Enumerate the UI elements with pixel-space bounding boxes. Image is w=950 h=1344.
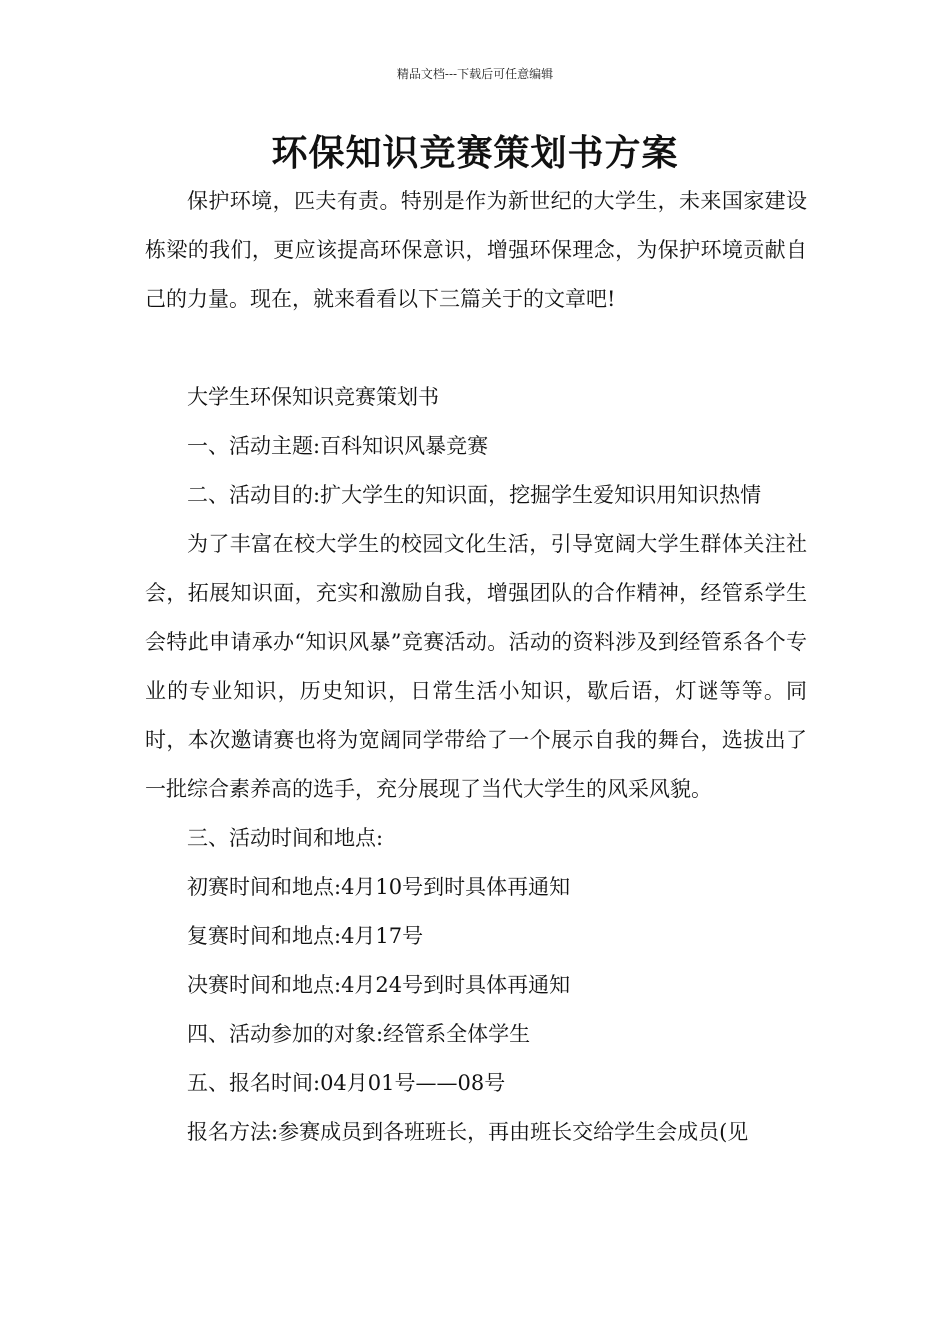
final-round: 决赛时间和地点:4月24号到时具体再通知 xyxy=(187,973,571,997)
preliminary-round: 初赛时间和地点:4月10号到时具体再通知 xyxy=(187,875,571,899)
activity-time-place: 三、活动时间和地点: xyxy=(187,826,384,850)
purpose-paragraph: 为了丰富在校大学生的校园文化生活，引导宽阔大学生群体关注社会，拓展知识面，充实和激励自我，增强团队的合作精神，经管系学生会特此申请承办“知识风暴”竞赛活动。活动的资料涉及到经管系各个专业的专业知识，历史知识，日常生活小知识，歇后语，灯谜等等。同时，本次邀请赛也将为宽阔同学带给了一个展示自我的舞台，选拔出了一批综合素养高的选手，充分展现了当代大学生的风采风貌。 xyxy=(145,532,807,801)
section-heading: 大学生环保知识竞赛策划书 xyxy=(187,385,439,409)
activity-theme: 一、活动主题:百科知识风暴竞赛 xyxy=(187,434,489,458)
registration-time: 五、报名时间:04月01号——08号 xyxy=(187,1071,506,1095)
registration-method: 报名方法:参赛成员到各班班长，再由班长交给学生会成员(见 xyxy=(187,1120,749,1144)
semi-final-round: 复赛时间和地点:4月17号 xyxy=(187,924,424,948)
main-content xyxy=(145,373,807,1157)
intro-section xyxy=(145,177,807,324)
participants: 四、活动参加的对象:经管系全体学生 xyxy=(187,1022,531,1046)
activity-purpose: 二、活动目的:扩大学生的知识面，挖掘学生爱知识用知识热情 xyxy=(187,483,762,507)
header-note: 精品文档---下载后可任意编辑 xyxy=(396,67,554,81)
intro-paragraph: 保护环境，匹夫有责。特别是作为新世纪的大学生，未来国家建设栋梁的我们，更应该提高环保意识，增强环保理念，为保护环境贡献自己的力量。现在，就来看看以下三篇关于的文章吧! xyxy=(145,189,807,311)
document-title: 环保知识竞赛策划书方案 xyxy=(271,132,679,174)
